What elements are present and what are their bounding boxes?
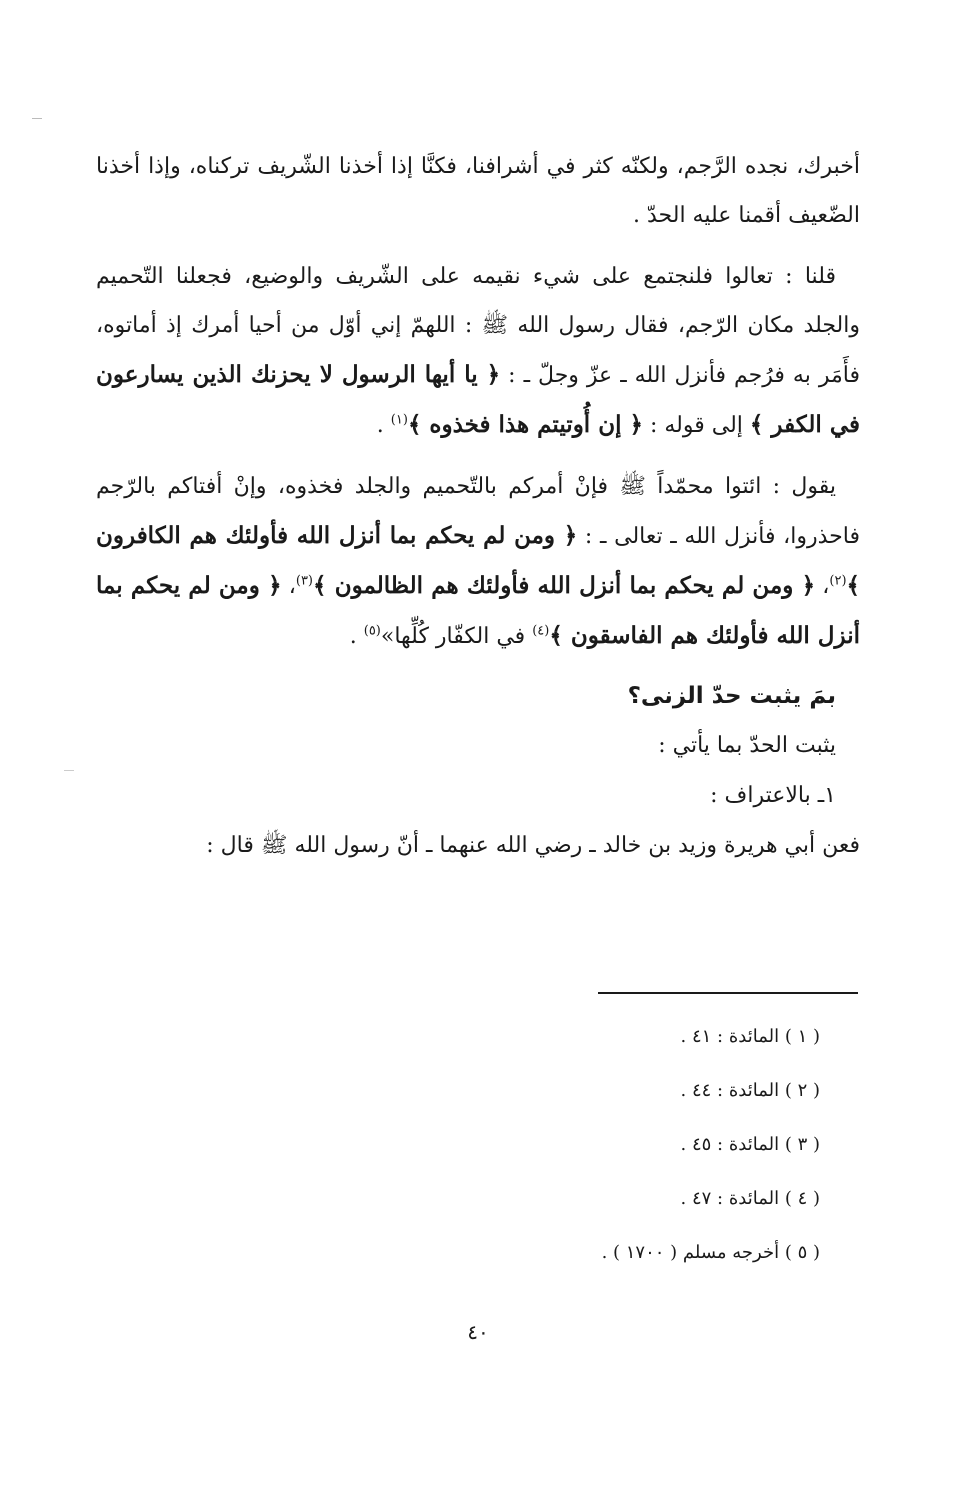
- footnote-marker: (٥): [363, 623, 381, 639]
- footnote-marker: (٢): [829, 573, 847, 589]
- footnote: ( ٣ ) المائدة : ٤٥ .: [680, 1134, 820, 1155]
- text-run: ،: [288, 574, 296, 599]
- intro-line: يثبت الحدّ بما يأتي :: [658, 733, 836, 758]
- quran-verse: ﴿ ومن لم يحكم بما أنزل الله فأولئك هم الكافرون ﴾: [96, 522, 860, 599]
- paragraph: [96, 462, 860, 661]
- footnote: ( ٢ ) المائدة : ٤٤ .: [680, 1080, 820, 1101]
- text-run: ،: [822, 574, 830, 599]
- scan-mark: [64, 770, 74, 771]
- section-heading: بمَ يثبت حدّ الزنى؟: [627, 683, 836, 709]
- hadith-line: فعن أبي هريرة وزيد بن خالد ـ رضي الله عنهما ـ أنّ رسول الله ﷺ قال :: [206, 833, 860, 858]
- text-run: في الكفّار كُلِّها»: [380, 624, 526, 649]
- quran-verse: ﴿ ومن لم يحكم بما أنزل الله فأولئك هم الظالمون ﴾: [313, 572, 816, 599]
- footnote-marker: (٤): [532, 623, 550, 639]
- text-run: إلى قوله :: [649, 413, 743, 438]
- quran-verse: ﴿ ومن لم يحكم بما أنزل الله فأولئك هم الفاسقون ﴾: [96, 572, 860, 649]
- footnote-separator: [598, 992, 858, 994]
- list-item: ١ـ بالاعتراف :: [710, 783, 836, 808]
- quran-verse: ﴿ يا أيها الرسول لا يحزنك الذين يسارعون في الكفر ﴾: [96, 361, 860, 438]
- paragraph: [96, 252, 860, 450]
- text-run: .: [376, 413, 384, 438]
- footnote: ( ٤ ) المائدة : ٤٧ .: [680, 1188, 820, 1209]
- text-run: أخبرك، نجده الرَّجم، ولكنّه كثر في أشرافنا، فكنَّا إذا أخذنا الشّريف تركناه، وإذا أخذنا الضّعيف أقمنا عليه الحدّ .: [96, 154, 860, 228]
- text-run: قلنا : تعالوا فلنجتمع على شيء نقيمه على الشّريف والوضيع، فجعلنا التّحميم والجلد مكان الرّجم، فقال رسول الله ﷺ : اللهمّ إني أوّل من أحيا أمرك إذ أماتوه، فأَمَر به فرُجم فأنزل الله ـ عزّ وجلّ ـ :: [96, 264, 860, 388]
- footnote: ( ١ ) المائدة : ٤١ .: [680, 1026, 820, 1047]
- footnote-marker: (١): [390, 412, 408, 428]
- paragraph: [96, 142, 860, 240]
- footnote-marker: (٣): [295, 573, 313, 589]
- quran-verse: ﴿ إن أُوتيتم هذا فخذوه ﴾: [407, 411, 643, 438]
- text-run: .: [349, 624, 357, 649]
- main-text: [96, 142, 860, 871]
- footnote: ( ٥ ) أخرجه مسلم ( ١٧٠٠ ) .: [601, 1242, 820, 1263]
- scan-mark: [32, 118, 42, 119]
- text-run: يقول : ائتوا محمّداً ﷺ فإنْ أمركم بالتّحميم والجلد فخذوه، وإنْ أفتاكم بالرّجم فاحذروا، فأنزل الله ـ تعالى ـ :: [96, 474, 860, 549]
- page-number: ٤٠: [467, 1320, 489, 1344]
- footnotes: [602, 1010, 820, 1280]
